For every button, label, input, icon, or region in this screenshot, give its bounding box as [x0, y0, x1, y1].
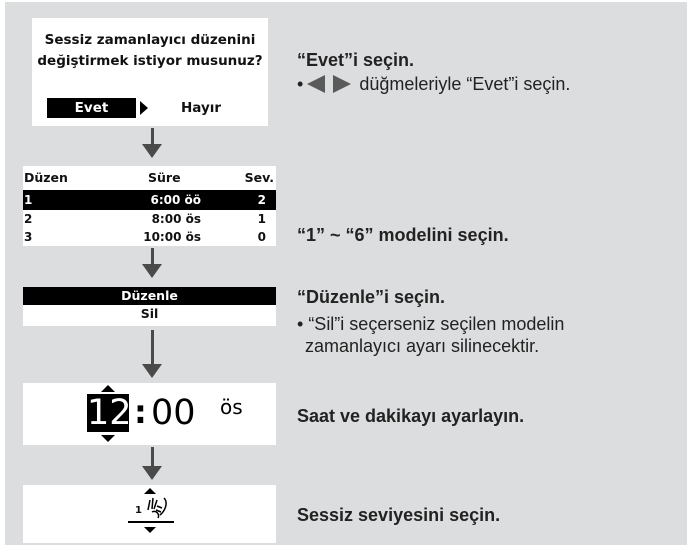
step2-title: “1” ~ “6” modelini seçin.	[297, 225, 509, 245]
step3-bullet-line2: zamanlayıcı ayarı silinecektir.	[305, 336, 540, 356]
down-arrow-icon	[142, 330, 162, 378]
row-pattern: 2	[24, 212, 33, 226]
bullet: •	[297, 74, 304, 94]
table-header	[23, 168, 276, 188]
up-arrow-icon	[144, 488, 156, 494]
right-button-icon	[333, 75, 351, 93]
row-level: 1	[257, 212, 266, 226]
step3-title: “Düzenle”i seçin.	[297, 287, 446, 307]
down-arrow-icon	[142, 447, 162, 480]
silent-level-screen	[23, 485, 276, 543]
step3-bullet	[297, 313, 564, 357]
delete-option[interactable]: Sil	[23, 305, 276, 326]
row-level: 2	[257, 193, 266, 207]
hour-field[interactable]: 12	[87, 393, 132, 433]
step4-title: Saat ve dakikayı ayarlayın.	[297, 406, 525, 426]
down-arrow-icon	[142, 128, 162, 158]
confirm-dialog-screen	[32, 18, 268, 126]
silent-hand-icon	[144, 496, 172, 520]
yes-option[interactable]: Evet	[47, 98, 136, 118]
bullet: •	[297, 314, 309, 334]
level-value: 1	[135, 505, 142, 516]
step1-bullet-text: düğmeleriyle “Evet”i seçin.	[359, 74, 571, 94]
down-arrow-icon	[142, 248, 162, 278]
down-arrow-small-icon	[101, 435, 115, 442]
table-row[interactable]	[23, 227, 276, 247]
row-level: 0	[257, 230, 266, 244]
pattern-table-screen	[23, 166, 276, 246]
level-divider	[128, 521, 174, 523]
table-row[interactable]	[23, 209, 276, 229]
row-time: 10:00 ös	[143, 230, 201, 244]
header-pattern: Düzen	[24, 170, 68, 185]
edit-option[interactable]: Düzenle	[23, 287, 276, 305]
step5-title: Sessiz seviyesini seçin.	[297, 505, 501, 525]
up-arrow-icon	[101, 385, 115, 392]
row-time: 8:00 ös	[151, 212, 201, 226]
left-button-icon	[307, 75, 325, 93]
header-level: Sev.	[244, 170, 274, 185]
step3-bullet-line1: “Sil”i seçerseniz seçilen modelin	[308, 314, 565, 334]
no-option[interactable]: Hayır	[180, 100, 222, 116]
header-time: Süre	[148, 170, 181, 185]
dialog-line-1: Sessiz zamanlayıcı düzenini	[44, 32, 256, 48]
time-setting-screen	[23, 383, 276, 445]
table-row-selected[interactable]	[23, 190, 276, 210]
row-pattern: 1	[24, 193, 33, 207]
time-separator: :	[134, 393, 147, 431]
step1-bullet	[297, 74, 570, 95]
step1-title: “Evet”i seçin.	[297, 50, 415, 70]
down-arrow-small-icon	[144, 527, 156, 533]
right-arrow-cursor-icon	[140, 101, 148, 115]
row-pattern: 3	[24, 230, 33, 244]
minute-field[interactable]: 00	[151, 393, 196, 433]
ampm-field[interactable]: ös	[220, 395, 243, 419]
row-time: 6:00 öö	[150, 193, 201, 207]
dialog-line-2: değiştirmek istiyor musunuz?	[37, 53, 263, 69]
